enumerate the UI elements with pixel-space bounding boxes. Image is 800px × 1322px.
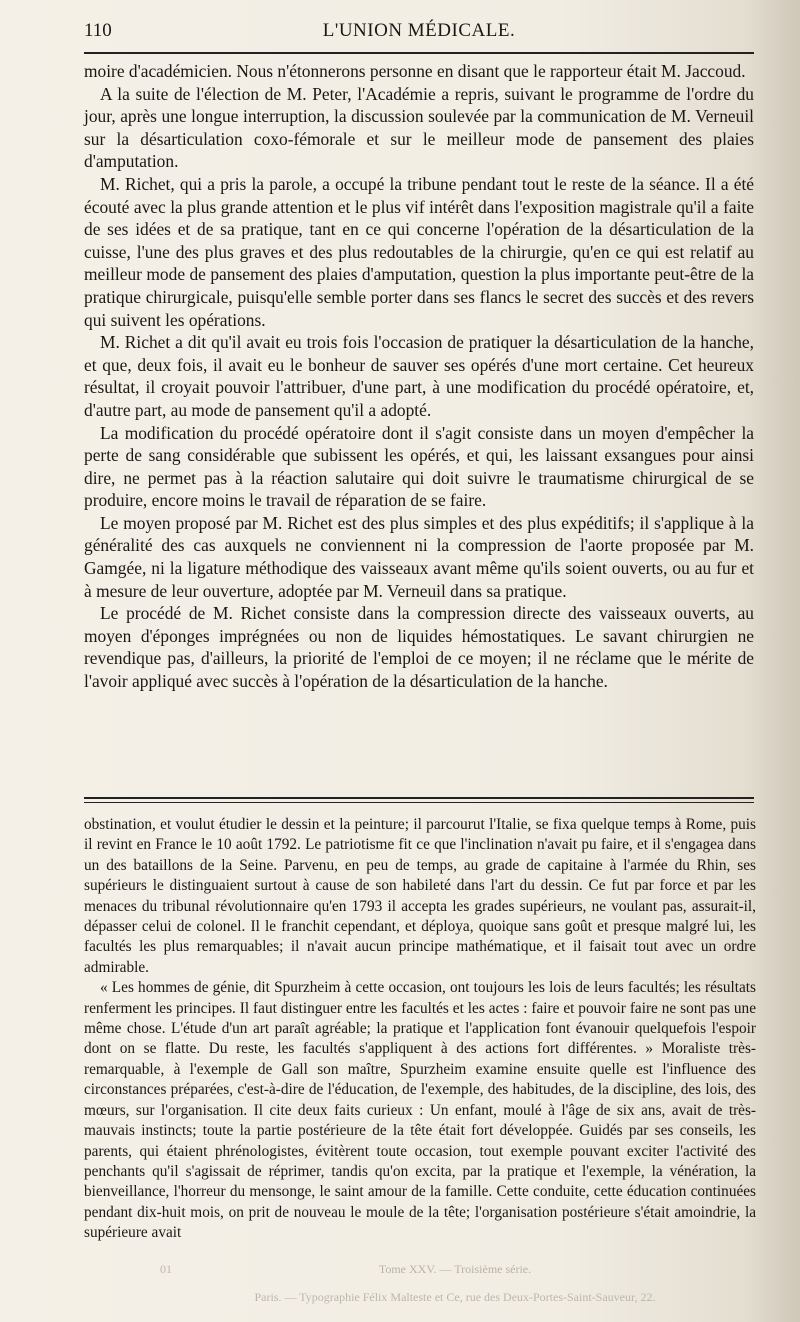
main-paragraph-7: Le procédé de M. Richet consiste dans la compression directe des vaisseaux ouverts, au moyen d'éponges imprégnées ou non de liquides hémostatiques. Le savant chirurgien ne revendique pas, d'ailleurs, la priorité de l'emploi de ce moyen; il ne réclame que le mérite de l'avoir appliqué avec succès à l'opération de la désarticulation de la hanche. <box>84 603 754 692</box>
main-paragraph-4: M. Richet a dit qu'il avait eu trois fois l'occasion de pratiquer la désarticulation de la hanche, et que, deux fois, il avait eu le bonheur de sauver ses opérés d'une mort certaine. Cet heureux résultat, il croyait pouvoir l'attribuer, d'une part, à une modification du procédé opératoire, et, d'autre part, au mode de pansement qu'il a adopté. <box>84 332 754 420</box>
main-paragraph-1: moire d'académicien. Nous n'étonnerons personne en disant que le rapporteur était M. Jaccoud. <box>84 61 746 81</box>
main-paragraph-6: Le moyen proposé par M. Richet est des plus simples et des plus expéditifs; il s'applique à la généralité des cas auxquels ne conviennent ni la compression de l'aorte proposée par M. Gamgée, ni la ligature méthodique des vaisseaux avant même qu'ils soient ouverts, ou au fur et à mesure de leur ouverture, adoptée par M. Verneuil dans sa pratique. <box>84 512 754 601</box>
printer-imprint: Paris. — Typographie Félix Malteste et Ce, rue des Deux-Portes-Saint-Sauveur, 22. <box>254 1290 656 1304</box>
signature-mark: 01 <box>160 1262 172 1276</box>
feuilleton-separator-thin <box>84 802 754 803</box>
main-paragraph-5: La modification du procédé opératoire dont il s'agit consiste dans un moyen d'empêcher la perte de sang considérable que subissent les opérés, et qui, les laissant exsangues pour ainsi dire, ne permet pas à la réaction salutaire qui doit suivre le traumatisme chirurgical de se produire, encore moins le travail de réparation de se faire. <box>84 422 754 511</box>
main-article <box>84 60 754 693</box>
page-number: 110 <box>84 20 112 41</box>
main-paragraph-2: A la suite de l'élection de M. Peter, l'Académie a repris, suivant le programme de l'ordre du jour, après une longue interruption, la discussion soulevée par la communication de M. Verneuil sur la désarticulation coxo-fémorale et sur le meilleur mode de pansement des plaies d'amputation. <box>84 83 754 172</box>
main-paragraph-3: M. Richet, qui a pris la parole, a occupé la tribune pendant tout le reste de la séance. Il a été écouté avec la plus grande attention et le plus vif intérêt dans l'exposition magistrale qu'il a faite de ses idées et de sa pratique, tant en ce qui concerne l'opération de la désarticulation de la cuisse, l'une des plus graves et des plus redoutables de la chirurgie, qu'en ce qui est relatif au meilleur mode de pansement des plaies d'amputation, question la plus importante peut-être de la pratique chirurgicale, puisqu'elle semble porter dans ses flancs le secret des succès et des revers qui suivent les opérations. <box>84 173 754 330</box>
feuilleton-section <box>84 815 756 1244</box>
feuilleton-paragraph-2: « Les hommes de génie, dit Spurzheim à cette occasion, ont toujours les lois de leurs facultés; les résultats renferment les principes. Il faut distinguer entre les facultés et les actes : faire et pouvoir faire ne sont pas une même chose. L'étude d'un art paraît agréable; la pratique et l'application font évanouir quelquefois l'espoir dont on se flatte. Du reste, les facultés s'appliquent à des actions fort différentes. » Moraliste très-remarquable, à l'exemple de Gall son maître, Spurzheim examine ensuite quelle est l'influence des circonstances préparées, c'est-à-dire de l'éducation, de l'exemple, des habitudes, de la discipline, des lois, des mœurs, sur l'organisation. Il cite deux faits curieux : Un enfant, moulé à l'âge de six ans, avait de très-mauvais instincts; toute la partie postérieure de la tête était fort développée. Guidés par ses conseils, les parents, qui étaient phrénologistes, évitèrent toute occasion, tout exemple pouvant exciter l'activité des penchants qu'il s'agissait de réprimer, tandis qu'on excita, par la pratique et l'exemple, la vénération, la bienveillance, l'horreur du mensonge, le saint amour de la famille. Cette conduite, cette éducation continuées pendant dix-huit mois, on prit de nouveau le moule de la tête; l'organisation postérieure s'était amoindrie, la supérieure avait <box>84 979 756 1242</box>
header-rule <box>84 52 754 54</box>
volume-signature: Tome XXV. — Troisième série. <box>378 1262 532 1276</box>
feuilleton-separator-thick <box>84 797 754 799</box>
running-title: L'UNION MÉDICALE. <box>322 20 516 41</box>
page-header <box>84 18 754 48</box>
feuilleton-paragraph-1: obstination, et voulut étudier le dessin et la peinture; il parcourut l'Italie, se fixa quelque temps à Rome, puis il revint en France le 10 août 1792. Le patriotisme fit ce que l'inclination n'avait pu faire, et il s'engagea dans un des bataillons de la Seine. Parvenu, en peu de temps, au grade de capitaine à l'armée du Rhin, ses supérieurs le distinguaient surtout à cause de son habileté dans l'art du dessin. Ce fut par force et par les menaces du tribunal révolutionnaire qu'en 1793 il accepta les grades supérieurs, ne voulant pas, assurait-il, dépasser celui de colonel. Il le franchit cependant, et déploya, quoique sans goût et presque malgré lui, les facultés les plus remarquables; il n'avait aucun principe mathématique, et il faisait tout avec un ordre admirable. <box>84 816 756 976</box>
